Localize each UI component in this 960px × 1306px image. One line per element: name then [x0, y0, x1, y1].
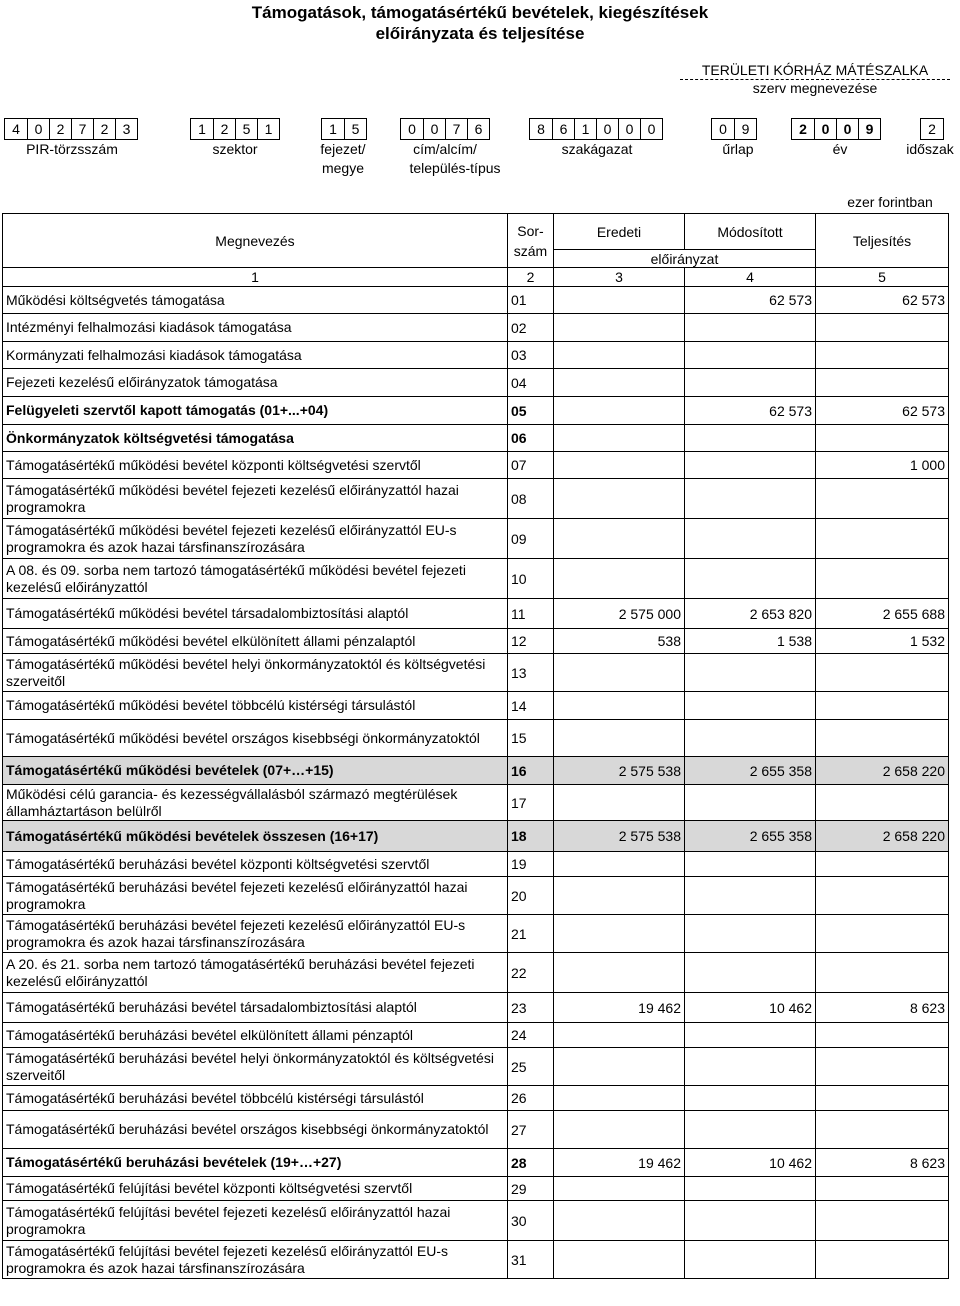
code-digit: 2: [213, 119, 235, 139]
table-row: [3, 314, 949, 342]
code-digit: 1: [329, 121, 337, 137]
row-eredeti: [554, 559, 685, 599]
row-teljesites: 62 573: [816, 397, 949, 425]
row-sorszam: 14: [508, 692, 554, 720]
row-teljesites: [816, 559, 949, 599]
code-digit: 5: [235, 119, 257, 139]
row-name: Működési költségvetés támogatása: [3, 287, 508, 314]
row-modositott: [685, 785, 816, 821]
row-modositott: [685, 559, 816, 599]
row-modositott: [685, 1241, 816, 1279]
row-modositott: [685, 425, 816, 452]
row-name: Támogatásértékű beruházási bevétel többcélú kistérségi társulástól: [3, 1086, 508, 1111]
row-modositott: [685, 369, 816, 397]
table-row: [3, 397, 949, 425]
table-row: [3, 692, 949, 720]
table-row: [3, 629, 949, 654]
row-modositott: 62 573: [685, 397, 816, 425]
row-eredeti: 19 462: [554, 1149, 685, 1177]
row-modositott: 2 653 820: [685, 599, 816, 629]
row-modositott: [685, 479, 816, 519]
table-row: [3, 287, 949, 314]
row-eredeti: [554, 479, 685, 519]
row-eredeti: 19 462: [554, 993, 685, 1023]
code-pir: [4, 118, 138, 140]
row-teljesites: [816, 519, 949, 559]
header-sorszam-line2: szám: [513, 242, 548, 259]
code-digit: 1: [198, 121, 206, 137]
row-eredeti: 2 575 000: [554, 599, 685, 629]
row-sorszam: 28: [508, 1149, 554, 1177]
row-teljesites: [816, 479, 949, 519]
row-eredeti: 2 575 538: [554, 821, 685, 852]
code-digit: 0: [596, 119, 618, 139]
header-sorszam: [508, 214, 554, 268]
table-row: [3, 342, 949, 369]
table-row: [3, 877, 949, 915]
organization-block: [680, 62, 950, 96]
page-title: Támogatások, támogatásértékű bevételek, kiegészítések: [251, 3, 709, 22]
code-digit: 0: [27, 119, 49, 139]
row-modositott: 2 655 358: [685, 821, 816, 852]
row-modositott: [685, 877, 816, 915]
row-name: Támogatásértékű működési bevétel fejezeti kezelésű előirányzattól EU-s programokra és azok hazai társfinanszírozására: [3, 519, 508, 559]
table-row: [3, 369, 949, 397]
row-sorszam: 31: [508, 1241, 554, 1279]
row-modositott: [685, 720, 816, 757]
row-teljesites: [816, 342, 949, 369]
row-name: Támogatásértékű működési bevétel elkülönített állami pénzalaptól: [3, 629, 508, 654]
row-eredeti: [554, 1111, 685, 1149]
code-digit: 0: [814, 119, 836, 139]
row-name: Támogatásértékű működési bevétel helyi önkormányzatoktól és költségvetési szerveitől: [3, 654, 508, 692]
label-ev: év: [832, 141, 848, 157]
row-sorszam: 20: [508, 877, 554, 915]
row-name: Támogatásértékű beruházási bevétel fejezeti kezelésű előirányzattól hazai programokra: [3, 877, 508, 915]
code-ev: [791, 118, 881, 140]
code-digit: 2: [928, 121, 936, 137]
row-name: Támogatásértékű beruházási bevétel helyi önkormányzatoktól és költségvetési szerveitől: [3, 1048, 508, 1086]
table-row: [3, 1048, 949, 1086]
row-modositott: [685, 654, 816, 692]
row-name: Támogatásértékű működési bevétel országos kisebbségi önkormányzatoktól: [3, 720, 508, 757]
row-eredeti: [554, 397, 685, 425]
label-megye: megye: [321, 160, 365, 176]
label-cim: cím/alcím/: [413, 141, 477, 157]
row-modositott: [685, 342, 816, 369]
code-digit: 2: [49, 119, 71, 139]
header-col-1: 1: [3, 268, 508, 287]
row-sorszam: 27: [508, 1111, 554, 1149]
header-col-5: 5: [816, 268, 949, 287]
table-row: [3, 953, 949, 993]
code-digit: 4: [12, 121, 20, 137]
row-name: Intézményi felhalmozási kiadások támogatása: [3, 314, 508, 342]
label-szektor: szektor: [212, 141, 258, 157]
row-name: Önkormányzatok költségvetési támogatása: [3, 425, 508, 452]
unit-label: ezer forintban: [847, 194, 933, 210]
row-eredeti: [554, 953, 685, 993]
row-sorszam: 15: [508, 720, 554, 757]
row-name: Felügyeleti szervtől kapott támogatás (01+...+04): [3, 397, 508, 425]
row-teljesites: [816, 720, 949, 757]
row-teljesites: [816, 1086, 949, 1111]
code-digit: 9: [734, 119, 756, 139]
code-digit: 1: [574, 119, 596, 139]
label-urlap: űrlap: [722, 141, 754, 157]
code-szektor: [190, 118, 280, 140]
row-eredeti: [554, 1023, 685, 1048]
row-eredeti: [554, 1241, 685, 1279]
row-name: Támogatásértékű beruházási bevétel fejezeti kezelésű előirányzattól EU-s programokra és azok hazai társfinanszírozására: [3, 915, 508, 953]
row-modositott: [685, 1177, 816, 1201]
code-digit: 0: [719, 121, 727, 137]
code-digit: 2: [93, 119, 115, 139]
row-name: Támogatásértékű felújítási bevétel központi költségvetési szervtől: [3, 1177, 508, 1201]
code-digit: 0: [618, 119, 640, 139]
table-row: [3, 599, 949, 629]
row-name: Támogatásértékű felújítási bevétel fejezeti kezelésű előirányzattól EU-s programokra és azok hazai társfinanszírozására: [3, 1241, 508, 1279]
row-sorszam: 13: [508, 654, 554, 692]
code-digit: 8: [537, 121, 545, 137]
row-sorszam: 17: [508, 785, 554, 821]
row-sorszam: 30: [508, 1201, 554, 1241]
row-eredeti: [554, 852, 685, 877]
table-row: [3, 1023, 949, 1048]
row-eredeti: 538: [554, 629, 685, 654]
row-eredeti: [554, 425, 685, 452]
row-modositott: [685, 314, 816, 342]
row-modositott: 10 462: [685, 1149, 816, 1177]
header-modositott: Módosított: [685, 214, 816, 250]
row-teljesites: [816, 1111, 949, 1149]
row-eredeti: [554, 519, 685, 559]
header-col-3: 3: [554, 268, 685, 287]
table-row: [3, 821, 949, 852]
row-name: Támogatásértékű felújítási bevétel fejezeti kezelésű előirányzattól hazai programokra: [3, 1201, 508, 1241]
row-sorszam: 29: [508, 1177, 554, 1201]
row-sorszam: 02: [508, 314, 554, 342]
row-name: A 20. és 21. sorba nem tartozó támogatásértékű beruházási bevétel fejezeti kezelésű előirányzattól: [3, 953, 508, 993]
row-teljesites: [816, 915, 949, 953]
code-idoszak: [920, 118, 944, 140]
row-modositott: [685, 519, 816, 559]
row-name: Támogatásértékű beruházási bevétel országos kisebbségi önkormányzatoktól: [3, 1111, 508, 1149]
row-modositott: [685, 692, 816, 720]
row-eredeti: [554, 314, 685, 342]
code-digit: 0: [408, 121, 416, 137]
row-teljesites: 2 658 220: [816, 821, 949, 852]
row-eredeti: [554, 342, 685, 369]
organization-name: TERÜLETI KÓRHÁZ MÁTÉSZALKA: [680, 62, 950, 80]
code-digit: 7: [445, 119, 467, 139]
row-eredeti: [554, 720, 685, 757]
row-sorszam: 07: [508, 452, 554, 479]
table-row: [3, 785, 949, 821]
table-row: [3, 1177, 949, 1201]
row-teljesites: [816, 369, 949, 397]
row-teljesites: [816, 314, 949, 342]
row-sorszam: 23: [508, 993, 554, 1023]
row-teljesites: [816, 1048, 949, 1086]
row-sorszam: 06: [508, 425, 554, 452]
row-eredeti: [554, 369, 685, 397]
table-row: [3, 915, 949, 953]
row-modositott: 1 538: [685, 629, 816, 654]
row-sorszam: 25: [508, 1048, 554, 1086]
table-row: [3, 559, 949, 599]
header-col-4: 4: [685, 268, 816, 287]
table-row: [3, 1086, 949, 1111]
table-row: [3, 425, 949, 452]
row-teljesites: [816, 1177, 949, 1201]
row-eredeti: [554, 654, 685, 692]
row-name: Támogatásértékű beruházási bevételek (19+…+27): [3, 1149, 508, 1177]
row-sorszam: 16: [508, 757, 554, 785]
label-idoszak: időszak: [906, 141, 954, 157]
page-subtitle: előirányzata és teljesítése: [375, 24, 585, 43]
row-eredeti: [554, 1201, 685, 1241]
row-teljesites: [816, 1241, 949, 1279]
table-row: [3, 479, 949, 519]
row-modositott: [685, 953, 816, 993]
table-row: [3, 1149, 949, 1177]
row-sorszam: 21: [508, 915, 554, 953]
code-digit: 0: [836, 119, 858, 139]
row-teljesites: 62 573: [816, 287, 949, 314]
table-row: [3, 1201, 949, 1241]
row-sorszam: 09: [508, 519, 554, 559]
row-teljesites: 1 000: [816, 452, 949, 479]
row-name: Támogatásértékű beruházási bevétel központi költségvetési szervtől: [3, 852, 508, 877]
code-cim: [400, 118, 490, 140]
row-sorszam: 12: [508, 629, 554, 654]
header-sorszam-line1: Sor-: [517, 222, 544, 239]
label-pir: PIR-törzsszám: [26, 141, 118, 157]
row-modositott: [685, 852, 816, 877]
row-teljesites: [816, 1023, 949, 1048]
row-eredeti: [554, 692, 685, 720]
row-eredeti: [554, 1177, 685, 1201]
header-col-2: 2: [508, 268, 554, 287]
table-row: [3, 452, 949, 479]
code-digit: 0: [423, 119, 445, 139]
row-name: Támogatásértékű beruházási bevétel elkülönített állami pénzaptól: [3, 1023, 508, 1048]
code-digit: 6: [552, 119, 574, 139]
row-name: Támogatásértékű működési bevétel központi költségvetési szervtől: [3, 452, 508, 479]
row-eredeti: [554, 452, 685, 479]
row-name: Támogatásértékű működési bevétel társadalombiztosítási alaptól: [3, 599, 508, 629]
code-digit: 2: [799, 121, 807, 137]
row-sorszam: 11: [508, 599, 554, 629]
row-modositott: [685, 1086, 816, 1111]
row-modositott: [685, 1023, 816, 1048]
row-sorszam: 10: [508, 559, 554, 599]
code-digit: 3: [115, 119, 137, 139]
code-digit: 9: [858, 119, 880, 139]
row-modositott: [685, 1048, 816, 1086]
row-modositott: [685, 1111, 816, 1149]
table-row: [3, 757, 949, 785]
row-eredeti: [554, 287, 685, 314]
row-teljesites: [816, 654, 949, 692]
table-row: [3, 654, 949, 692]
code-fejezet: [321, 118, 367, 140]
row-sorszam: 18: [508, 821, 554, 852]
label-telepules: település-típus: [409, 160, 501, 176]
row-teljesites: [816, 1201, 949, 1241]
code-digit: 6: [467, 119, 489, 139]
row-name: Működési célú garancia- és kezességvállalásból származó megtérülések államháztartáson belülről: [3, 785, 508, 821]
row-name: Fejezeti kezelésű előirányzatok támogatása: [3, 369, 508, 397]
row-name: A 08. és 09. sorba nem tartozó támogatásértékű működési bevétel fejezeti kezelésű előirányzattól: [3, 559, 508, 599]
row-modositott: 62 573: [685, 287, 816, 314]
row-name: Támogatásértékű működési bevétel többcélú kistérségi társulástól: [3, 692, 508, 720]
row-eredeti: [554, 1048, 685, 1086]
row-sorszam: 05: [508, 397, 554, 425]
row-teljesites: [816, 425, 949, 452]
row-sorszam: 03: [508, 342, 554, 369]
code-digit: 5: [344, 119, 366, 139]
header-megnevezes: Megnevezés: [3, 214, 508, 268]
row-name: Támogatásértékű működési bevételek (07+…+15): [3, 757, 508, 785]
row-sorszam: 01: [508, 287, 554, 314]
row-sorszam: 19: [508, 852, 554, 877]
row-name: Támogatásértékű működési bevételek összesen (16+17): [3, 821, 508, 852]
row-teljesites: [816, 785, 949, 821]
row-eredeti: [554, 877, 685, 915]
data-table: [2, 213, 949, 1279]
row-modositott: 2 655 358: [685, 757, 816, 785]
table-row: [3, 1111, 949, 1149]
row-sorszam: 26: [508, 1086, 554, 1111]
row-teljesites: 8 623: [816, 993, 949, 1023]
row-modositott: 10 462: [685, 993, 816, 1023]
row-teljesites: [816, 877, 949, 915]
row-teljesites: 8 623: [816, 1149, 949, 1177]
row-teljesites: [816, 852, 949, 877]
table-row: [3, 993, 949, 1023]
header-eloiranyzat: előirányzat: [554, 250, 816, 268]
row-name: Támogatásértékű működési bevétel fejezeti kezelésű előirányzattól hazai programokra: [3, 479, 508, 519]
label-fejezet: fejezet/: [320, 141, 366, 157]
row-modositott: [685, 1201, 816, 1241]
code-urlap: [711, 118, 757, 140]
row-eredeti: [554, 785, 685, 821]
row-sorszam: 24: [508, 1023, 554, 1048]
code-digit: 0: [640, 119, 662, 139]
row-sorszam: 22: [508, 953, 554, 993]
row-eredeti: [554, 915, 685, 953]
row-sorszam: 04: [508, 369, 554, 397]
code-digit: 1: [257, 119, 279, 139]
table-row: [3, 720, 949, 757]
row-teljesites: 1 532: [816, 629, 949, 654]
table-row: [3, 852, 949, 877]
row-eredeti: 2 575 538: [554, 757, 685, 785]
row-sorszam: 08: [508, 479, 554, 519]
header-eredeti: Eredeti: [554, 214, 685, 250]
code-szakagazat: [529, 118, 663, 140]
row-teljesites: [816, 953, 949, 993]
organization-label: szerv megnevezése: [752, 80, 878, 96]
code-digit: 7: [71, 119, 93, 139]
label-szakagazat: szakágazat: [561, 141, 633, 157]
table-row: [3, 1241, 949, 1279]
table-row: [3, 519, 949, 559]
row-modositott: [685, 915, 816, 953]
row-name: Kormányzati felhalmozási kiadások támogatása: [3, 342, 508, 369]
row-modositott: [685, 452, 816, 479]
header-teljesites: Teljesítés: [816, 214, 949, 268]
row-teljesites: 2 658 220: [816, 757, 949, 785]
row-name: Támogatásértékű beruházási bevétel társadalombiztosítási alaptól: [3, 993, 508, 1023]
row-eredeti: [554, 1086, 685, 1111]
row-teljesites: [816, 692, 949, 720]
row-teljesites: 2 655 688: [816, 599, 949, 629]
